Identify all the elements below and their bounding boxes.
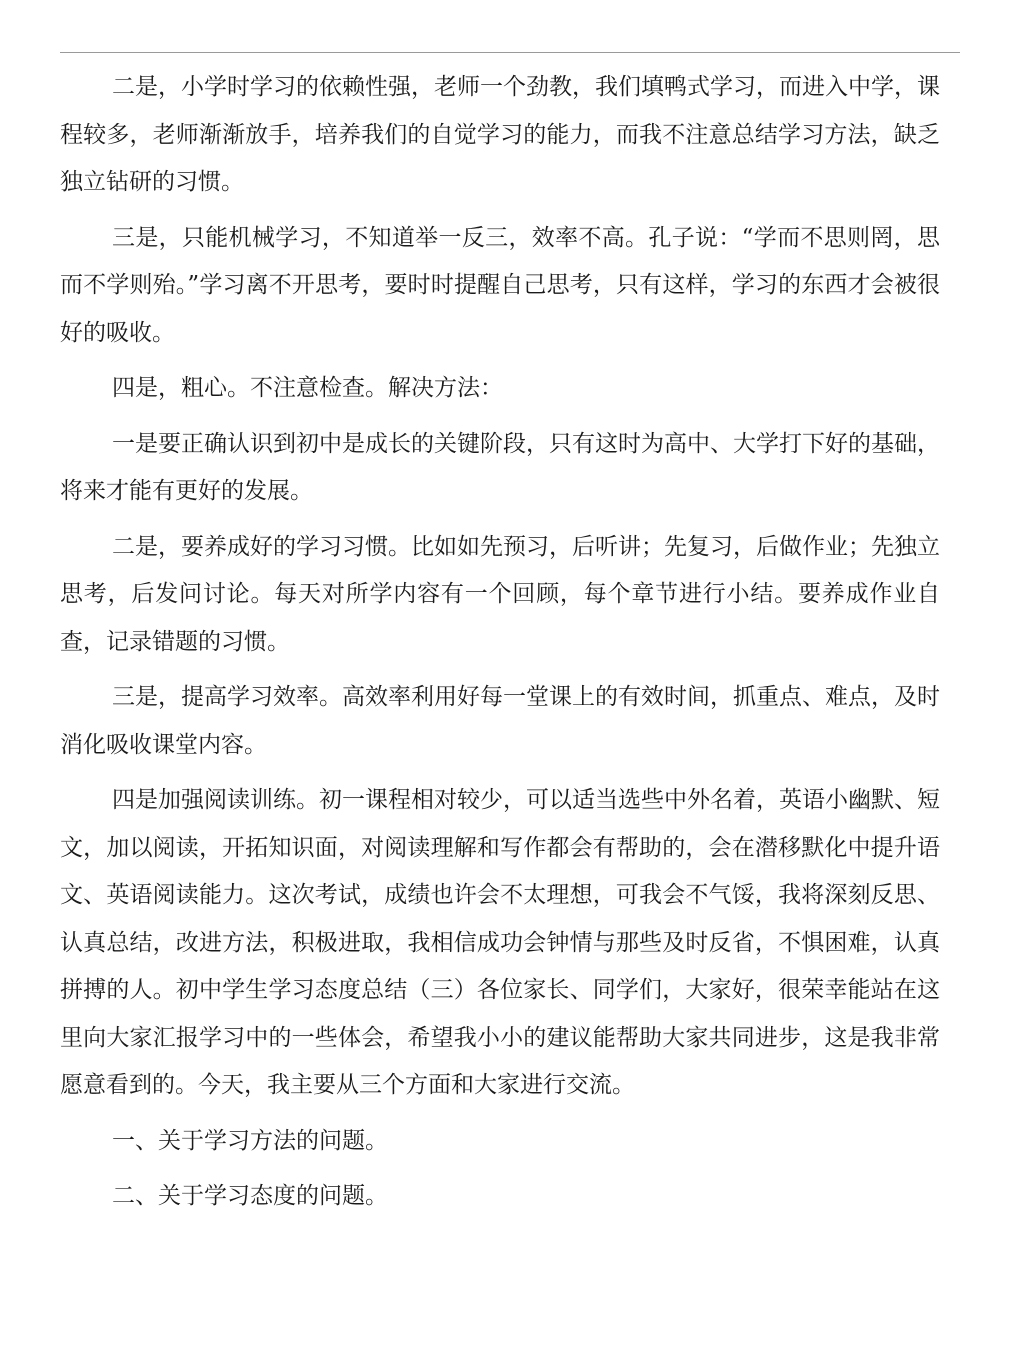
header-rule — [60, 52, 960, 53]
paragraph: 二、关于学习态度的问题。 — [112, 1183, 388, 1209]
paragraph: 四是加强阅读训练。初一课程相对较少，可以适当选些中外名着，英语小幽默、短文，加以阅读，开拓知识面，对阅读理解和写作都会有帮助的，会在潜移默化中提升语文、英语阅读能力。这次考试，成绩也许会不太理想，可我会不气馁，我将深刻反思、认真总结，改进方法，积极进取，我相信成功会钟情与那些及时反省，不惧困难，认真拼搏的人。初中学生学习态度总结（三）各位家长、同学们，大家好，很荣幸能站在这里向大家汇报学习中的一些体会，希望我小小的建议能帮助大家共同进步，这是我非常愿意看到的。今天，我主要从三个方面和大家进行交流。 — [60, 787, 940, 1098]
paragraph: 二是，小学时学习的依赖性强，老师一个劲教，我们填鸭式学习，而进入中学，课程较多，老师渐渐放手，培养我们的自觉学习的能力，而我不注意总结学习方法，缺乏独立钻研的习惯。 — [60, 74, 940, 195]
paragraph: 三是，提高学习效率。高效率利用好每一堂课上的有效时间，抓重点、难点，及时消化吸收课堂内容。 — [60, 684, 940, 758]
paragraph: 四是，粗心。不注意检查。解决方法： — [112, 375, 503, 401]
paragraph: 二是，要养成好的学习习惯。比如如先预习，后听讲；先复习，后做作业；先独立思考，后发问讨论。每天对所学内容有一个回顾，每个章节进行小结。要养成作业自查，记录错题的习惯。 — [60, 533, 940, 655]
document-body — [60, 64, 940, 1221]
paragraph: 三是，只能机械学习，不知道举一反三，效率不高。孔子说：“学而不思则罔，思而不学则殆。”学习离不开思考，要时时提醒自己思考，只有这样，学习的东西才会被很好的吸收。 — [60, 224, 940, 346]
paragraph: 一是要正确认识到初中是成长的关键阶段，只有这时为高中、大学打下好的基础，将来才能有更好的发展。 — [60, 430, 940, 504]
paragraph: 一、关于学习方法的问题。 — [112, 1127, 388, 1154]
